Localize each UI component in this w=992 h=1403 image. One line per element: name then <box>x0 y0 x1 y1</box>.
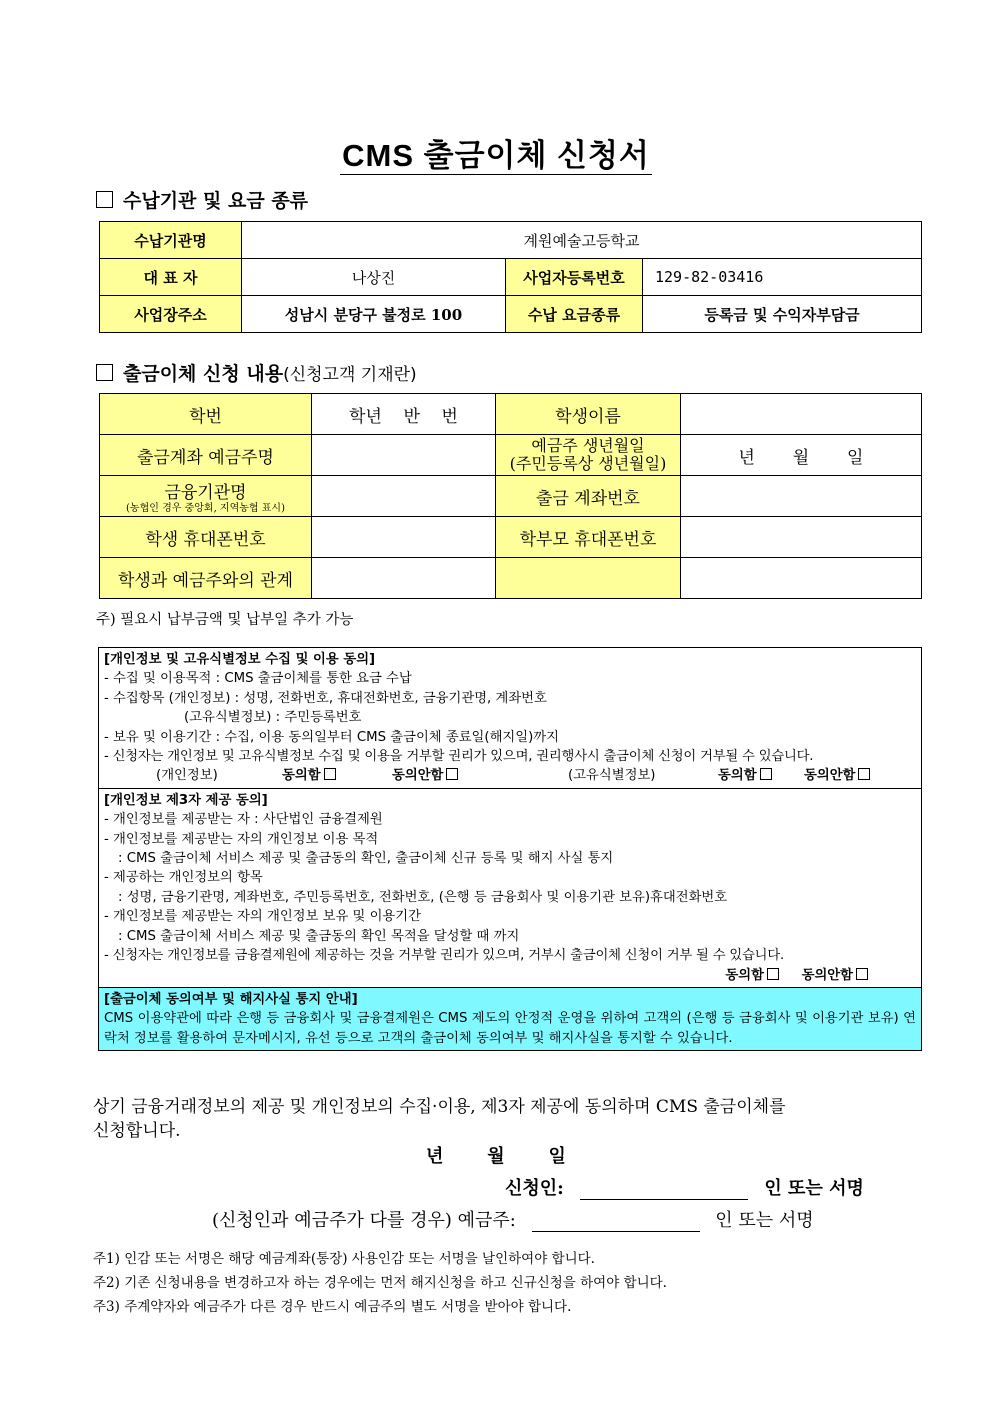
consent1-line: - 수집항목 (개인정보) : 성명, 전화번호, 휴대전화번호, 금융기관명, 계좌번호 <box>104 690 547 706</box>
applicant-row <box>505 1174 864 1200</box>
student-phone-label: 학생 휴대폰번호 <box>100 517 312 558</box>
note-item: 주2) 기존 신청내용을 변경하고자 하는 경우에는 먼저 해지신청을 하고 신규신청을 하여야 합니다. <box>93 1275 667 1291</box>
parent-phone-label: 학부모 휴대폰번호 <box>496 517 681 558</box>
consent1-line: - 수집 및 이용목적 : CMS 출금이체를 통한 요금 수납 <box>104 671 412 687</box>
applicant-label: 신청인: <box>505 1178 564 1199</box>
consent2-line: - 개인정보를 제공받는 자 : 사단법인 금융결제원 <box>104 812 383 828</box>
section1-heading: 수납기관 및 요금 종류 <box>96 186 308 213</box>
consent2-line: - 개인정보를 제공받는 자의 개인정보 이용 목적 <box>104 831 379 847</box>
relation-field[interactable] <box>312 558 496 599</box>
holder-row <box>212 1206 814 1232</box>
notes <box>93 1247 667 1319</box>
checkbox-icon <box>760 768 772 780</box>
parent-phone-field[interactable] <box>681 517 922 558</box>
third-party-disagree[interactable]: 동의안함 <box>802 968 868 983</box>
account-no-label: 출금 계좌번호 <box>496 476 681 517</box>
addr-label: 사업장주소 <box>100 296 242 333</box>
holder-name-label: 출금계좌 예금주명 <box>100 435 312 476</box>
checkbox-icon <box>446 768 458 780</box>
org-label: 수납기관명 <box>100 222 242 259</box>
consent2-choices <box>104 966 916 985</box>
bank-name-label: 금융기관명 (농협인 경우 중앙회, 지역농협 표시) <box>100 476 312 517</box>
grade-class-field[interactable]: 학년 반 번 <box>312 394 496 435</box>
account-no-field[interactable] <box>681 476 922 517</box>
applicant-signature-line[interactable] <box>580 1181 748 1200</box>
consent1-line: - 보유 및 이용기간 : 수집, 이용 동의일부터 CMS 출금이체 종료일(해지일)까지 <box>104 729 559 745</box>
consent2-line: : 성명, 금융기관명, 계좌번호, 주민등록번호, 전화번호, (은행 등 금융회사 및 이용기관 보유)휴대전화번호 <box>118 889 728 905</box>
consent-collection <box>99 648 921 788</box>
biz-label: 사업자등록번호 <box>506 259 643 296</box>
consent1-choices <box>104 766 916 785</box>
student-name-label: 학생이름 <box>496 394 681 435</box>
section2-heading: 출금이체 신청 내용 (신청고객 기재란) <box>96 359 417 386</box>
consent3-header: [출금이체 동의여부 및 해지사실 통지 안내] <box>104 991 358 1007</box>
consent2-line: - 신청자는 개인정보를 금융결제원에 제공하는 것을 거부할 권리가 있으며, 거부시 출금이체 신청이 거부 될 수 있습니다. <box>104 948 785 964</box>
bank-name-field[interactable] <box>312 476 496 517</box>
rep-label: 대 표 자 <box>100 259 242 296</box>
student-phone-field[interactable] <box>312 517 496 558</box>
rep-value: 나상진 <box>242 259 506 296</box>
section2-footnote: 주) 필요시 납부금액 및 납부일 추가 가능 <box>96 612 354 628</box>
fee-label: 수납 요금종류 <box>506 296 643 333</box>
note-item: 주3) 주계약자와 예금주가 다른 경우 반드시 예금주의 별도 서명을 받아야 합니다. <box>93 1299 572 1315</box>
personal-label: (개인정보) <box>156 768 218 784</box>
org-value: 계원예술고등학교 <box>242 222 922 259</box>
org-info-table <box>99 221 922 333</box>
seal-text: 인 또는 서명 <box>715 1210 814 1231</box>
statement <box>93 1095 786 1143</box>
blank-field <box>681 558 922 599</box>
checkbox-icon <box>856 968 868 980</box>
consent1-line: (고유식별정보) : 주민등록번호 <box>184 710 362 726</box>
third-party-agree[interactable]: 동의함 <box>725 968 779 983</box>
date-line: 년 월 일 <box>426 1146 566 1167</box>
consent2-line: : CMS 출금이체 서비스 제공 및 출금동의 확인 목적을 달성할 때 까지 <box>118 928 520 944</box>
checkbox-icon <box>96 191 113 208</box>
consent-box <box>98 647 922 1051</box>
consent2-line: : CMS 출금이체 서비스 제공 및 출금동의 확인, 출금이체 신규 등록 및 해지 사실 통지 <box>118 851 614 867</box>
page-title: CMS 출금이체 신청서 <box>342 138 650 173</box>
unique-agree[interactable]: 동의함 <box>718 766 804 785</box>
note-item: 주1) 인감 또는 서명은 해당 예금계좌(통장) 사용인감 또는 서명을 날인하여야 합니다. <box>93 1251 595 1267</box>
personal-agree[interactable]: 동의함 <box>282 766 392 785</box>
unique-disagree[interactable]: 동의안함 <box>804 766 870 785</box>
holder-label: (신청인과 예금주가 다를 경우) 예금주: <box>212 1210 516 1231</box>
checkbox-icon <box>324 768 336 780</box>
biz-value: 129-82-03416 <box>643 259 922 296</box>
consent1-header: [개인정보 및 고유식별정보 수집 및 이용 동의] <box>104 652 376 667</box>
consent-notice <box>99 987 921 1050</box>
checkbox-icon <box>858 768 870 780</box>
consent2-line: - 개인정보를 제공받는 자의 개인정보 보유 및 이용기간 <box>104 909 421 925</box>
holder-birth-field[interactable]: 년 월 일 <box>681 435 922 476</box>
holder-name-field[interactable] <box>312 435 496 476</box>
statement-line: 신청합니다. <box>93 1121 181 1141</box>
consent2-header: [개인정보 제3자 제공 동의] <box>104 792 268 808</box>
fee-value: 등록금 및 수익자부담금 <box>643 296 922 333</box>
blank-label <box>496 558 681 599</box>
consent2-line: - 제공하는 개인정보의 항목 <box>104 870 263 886</box>
seal-text: 인 또는 서명 <box>764 1178 864 1199</box>
consent3-body: CMS 이용약관에 따라 은행 등 금융회사 및 금융결제원은 CMS 제도의 안정적 운영을 위하여 고객의 (은행 등 금융회사 및 이용기관 보유) 연락처 정보를 활용하여 문자메시지, 유선 등으로 고객의 출금이체 동의여부 및 해지사실을 통지할 수 있습니다. <box>104 1011 916 1046</box>
personal-disagree[interactable]: 동의안함 <box>392 766 568 785</box>
checkbox-icon <box>96 364 113 381</box>
checkbox-icon <box>767 968 779 980</box>
relation-label: 학생과 예금주와의 관계 <box>100 558 312 599</box>
statement-line: 상기 금융거래정보의 제공 및 개인정보의 수집·이용, 제3자 제공에 동의하며 CMS 출금이체를 <box>93 1097 786 1117</box>
unique-label: (고유식별정보) <box>568 768 656 784</box>
consent-third-party <box>99 788 921 987</box>
holder-signature-line[interactable] <box>532 1213 700 1232</box>
addr-value: 성남시 분당구 불정로 100 <box>242 296 506 333</box>
consent1-line: - 신청자는 개인정보 및 고유식별정보 수집 및 이용을 거부할 권리가 있으며, 권리행사시 출금이체 신청이 거부될 수 있습니다. <box>104 749 814 765</box>
application-table <box>99 393 922 599</box>
student-name-field[interactable] <box>681 394 922 435</box>
holder-birth-label: 예금주 생년월일 (주민등록상 생년월일) <box>496 435 681 476</box>
student-no-label: 학번 <box>100 394 312 435</box>
